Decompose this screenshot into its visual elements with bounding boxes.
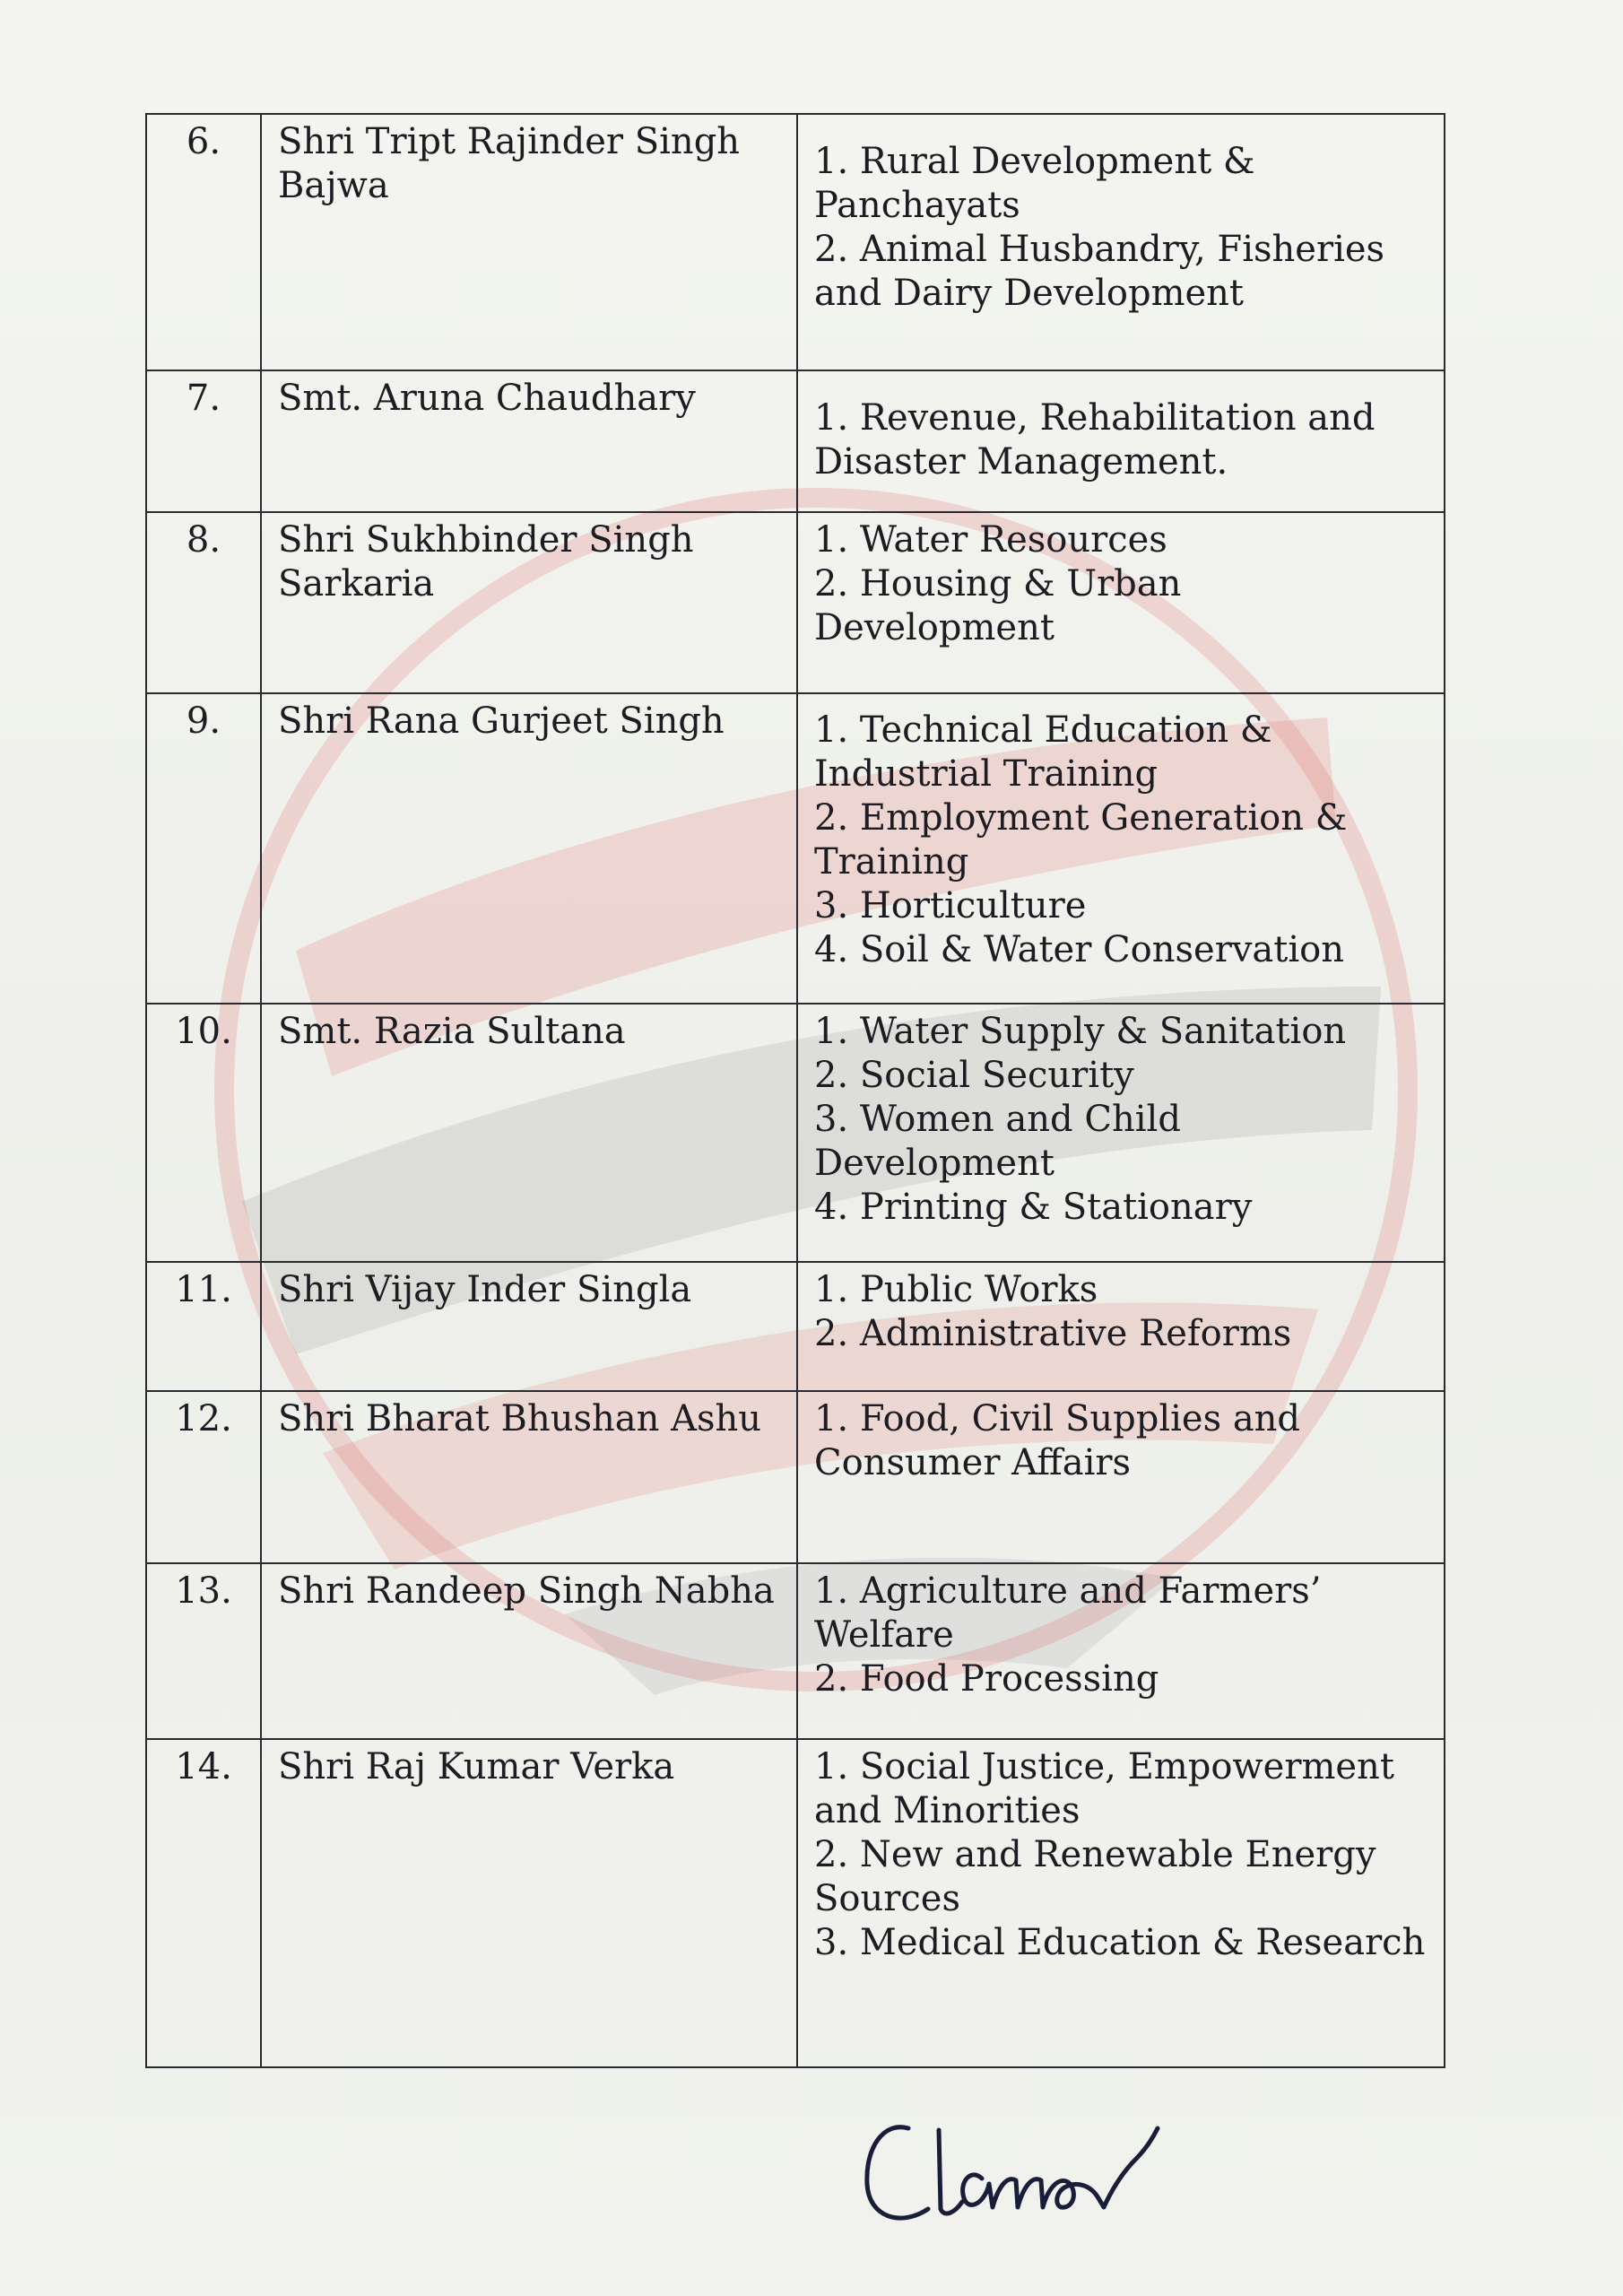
minister-name: Smt. Razia Sultana xyxy=(261,1004,797,1262)
table-row xyxy=(146,370,1445,512)
row-number: 13. xyxy=(146,1563,261,1739)
portfolio-item: 1. Food, Civil Supplies and Consumer Affairs xyxy=(814,1398,1301,1483)
portfolio-item: 3. Women and Child Development xyxy=(814,1099,1181,1184)
row-number: 14. xyxy=(146,1739,261,2067)
table-row xyxy=(146,114,1445,370)
portfolio-item: 1. Revenue, Rehabilitation and Disaster Management. xyxy=(814,397,1376,483)
row-number: 11. xyxy=(146,1262,261,1391)
minister-name: Shri Vijay Inder Singla xyxy=(261,1262,797,1391)
portfolio-item: 2. Housing & Urban Development xyxy=(814,563,1182,648)
portfolio-cell xyxy=(797,1739,1445,2067)
portfolio-cell xyxy=(797,114,1445,370)
row-number: 8. xyxy=(146,512,261,693)
portfolio-item: 3. Horticulture xyxy=(814,885,1087,926)
portfolio-item: 1. Technical Education & Industrial Training xyxy=(814,709,1272,795)
portfolio-item: 3. Medical Education & Research xyxy=(814,1922,1426,1963)
table-row xyxy=(146,1004,1445,1262)
minister-name: Smt. Aruna Chaudhary xyxy=(261,370,797,512)
portfolio-table xyxy=(145,113,1445,2068)
minister-name: Shri Raj Kumar Verka xyxy=(261,1739,797,2067)
portfolio-item: 1. Water Resources xyxy=(814,519,1167,561)
portfolio-cell xyxy=(797,1391,1445,1563)
minister-name: Shri Randeep Singh Nabha xyxy=(261,1563,797,1739)
portfolio-cell xyxy=(797,693,1445,1004)
portfolio-item: 1. Agriculture and Farmers’ Welfare xyxy=(814,1570,1322,1656)
portfolio-cell xyxy=(797,1563,1445,1739)
portfolio-item: 2. Employment Generation & Training xyxy=(814,797,1348,883)
table-row xyxy=(146,1563,1445,1739)
table-row xyxy=(146,1262,1445,1391)
row-number: 6. xyxy=(146,114,261,370)
table-row xyxy=(146,1391,1445,1563)
table-row xyxy=(146,693,1445,1004)
portfolio-item: 1. Public Works xyxy=(814,1269,1098,1310)
portfolio-cell xyxy=(797,1262,1445,1391)
table-row xyxy=(146,1739,1445,2067)
portfolio-item: 2. New and Renewable Energy Sources xyxy=(814,1834,1376,1919)
portfolio-item: 1. Rural Development & Panchayats xyxy=(814,141,1255,226)
portfolio-item: 4. Printing & Stationary xyxy=(814,1187,1253,1228)
portfolio-cell xyxy=(797,370,1445,512)
minister-name: Shri Rana Gurjeet Singh xyxy=(261,693,797,1004)
portfolio-item: 1. Water Supply & Sanitation xyxy=(814,1011,1347,1052)
minister-name: Shri Sukhbinder Singh Sarkaria xyxy=(261,512,797,693)
portfolio-cell xyxy=(797,512,1445,693)
portfolio-item: 2. Food Processing xyxy=(814,1658,1159,1700)
row-number: 10. xyxy=(146,1004,261,1262)
portfolio-item: 1. Social Justice, Empowerment and Minorities xyxy=(814,1746,1394,1831)
minister-name: Shri Tript Rajinder Singh Bajwa xyxy=(261,114,797,370)
portfolio-item: 2. Administrative Reforms xyxy=(814,1313,1292,1354)
portfolio-item: 4. Soil & Water Conservation xyxy=(814,929,1344,970)
row-number: 9. xyxy=(146,693,261,1004)
portfolio-item: 2. Social Security xyxy=(814,1055,1134,1096)
signature xyxy=(856,2112,1206,2233)
minister-name: Shri Bharat Bhushan Ashu xyxy=(261,1391,797,1563)
row-number: 7. xyxy=(146,370,261,512)
table-row xyxy=(146,512,1445,693)
row-number: 12. xyxy=(146,1391,261,1563)
portfolio-item: 2. Animal Husbandry, Fisheries and Dairy Development xyxy=(814,229,1385,314)
portfolio-cell xyxy=(797,1004,1445,1262)
